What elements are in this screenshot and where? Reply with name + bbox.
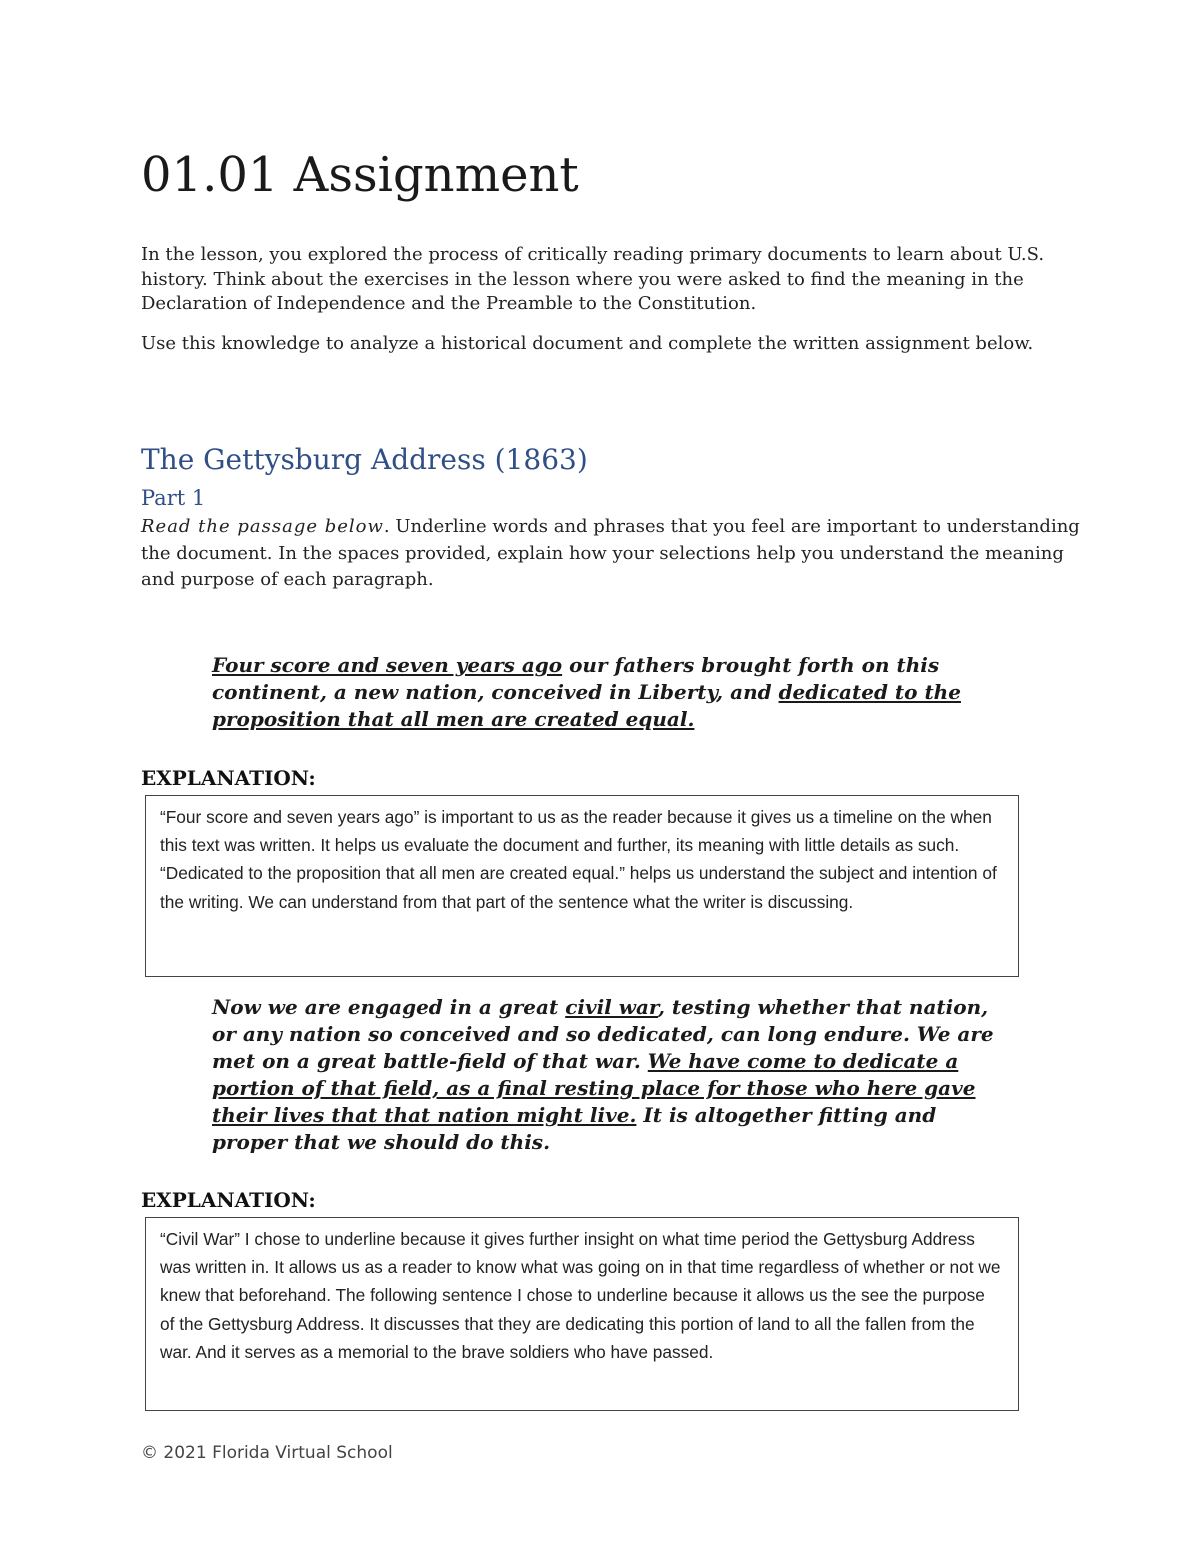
explanation-box-2[interactable]: [145, 1217, 1019, 1411]
explanation-text-2: “Civil War” I chose to underline because it gives further insight on what time period the Gettysburg Address was written in. It allows us as a reader to know what was going on in that time regardless of whether or not we knew that beforehand. The following sentence I chose to underline because it allows us the see the purpose of the Gettysburg Address. It discusses that they are dedicating this portion of land to all the fallen from the war. And it serves as a memorial to the brave soldiers who have passed.: [160, 1229, 1001, 1362]
passage-segment: Four score and seven years ago: [212, 653, 563, 677]
passage-segment: Now we are engaged in a great: [212, 995, 566, 1019]
passage-segment: It is altogether fitting and proper that we should do this.: [212, 1103, 937, 1154]
instruction-rest: . Underline words and phrases that you feel are important to understanding the document. In the spaces provided, explain how your selections help you understand the meaning and purpose of each paragraph.: [141, 516, 1080, 590]
part-instructions: [141, 514, 1081, 594]
passage-segment: , testing whether that nation, or any nation so conceived and so dedicated, can long endure. We are met on a great battle-field of that war.: [212, 995, 994, 1073]
part-heading: Part 1: [141, 486, 206, 510]
passage-2: [212, 994, 1012, 1156]
section-heading: The Gettysburg Address (1863): [141, 443, 588, 476]
intro-paragraph-2: Use this knowledge to analyze a historical document and complete the written assignment below.: [141, 333, 1034, 354]
intro-paragraph-1: In the lesson, you explored the process of critically reading primary documents to learn about U.S. history. Think about the exercises in the lesson where you were asked to find the meaning in the Declaration of Independence and the Preamble to the Constitution.: [141, 244, 1045, 314]
passage-segment: our fathers brought forth on this continent, a new nation, conceived in Liberty, and: [212, 653, 940, 704]
explanation-label-1: EXPLANATION:: [141, 766, 316, 790]
explanation-text-1: “Four score and seven years ago” is important to us as the reader because it gives us a timeline on the when this text was written. It helps us evaluate the document and further, its meaning with little details as such. “Dedicated to the proposition that all men are created equal.” helps us understand the subject and intention of the writing. We can understand from that part of the sentence what the writer is discussing.: [160, 807, 997, 912]
explanation-label-2: EXPLANATION:: [141, 1188, 316, 1212]
explanation-box-1[interactable]: [145, 795, 1019, 977]
passage-segment: civil war: [565, 995, 658, 1019]
page-title: 01.01 Assignment: [141, 147, 579, 203]
passage-segment: dedicated to the proposition that all men are created equal.: [212, 680, 961, 731]
passage-segment: We have come to dedicate a portion of that field, as a final resting place for those who here gave their lives that that nation might live.: [212, 1049, 976, 1127]
instruction-lead: Read the passage below: [141, 516, 384, 537]
passage-1: [212, 652, 1012, 733]
copyright-footer: © 2021 Florida Virtual School: [141, 1443, 393, 1463]
